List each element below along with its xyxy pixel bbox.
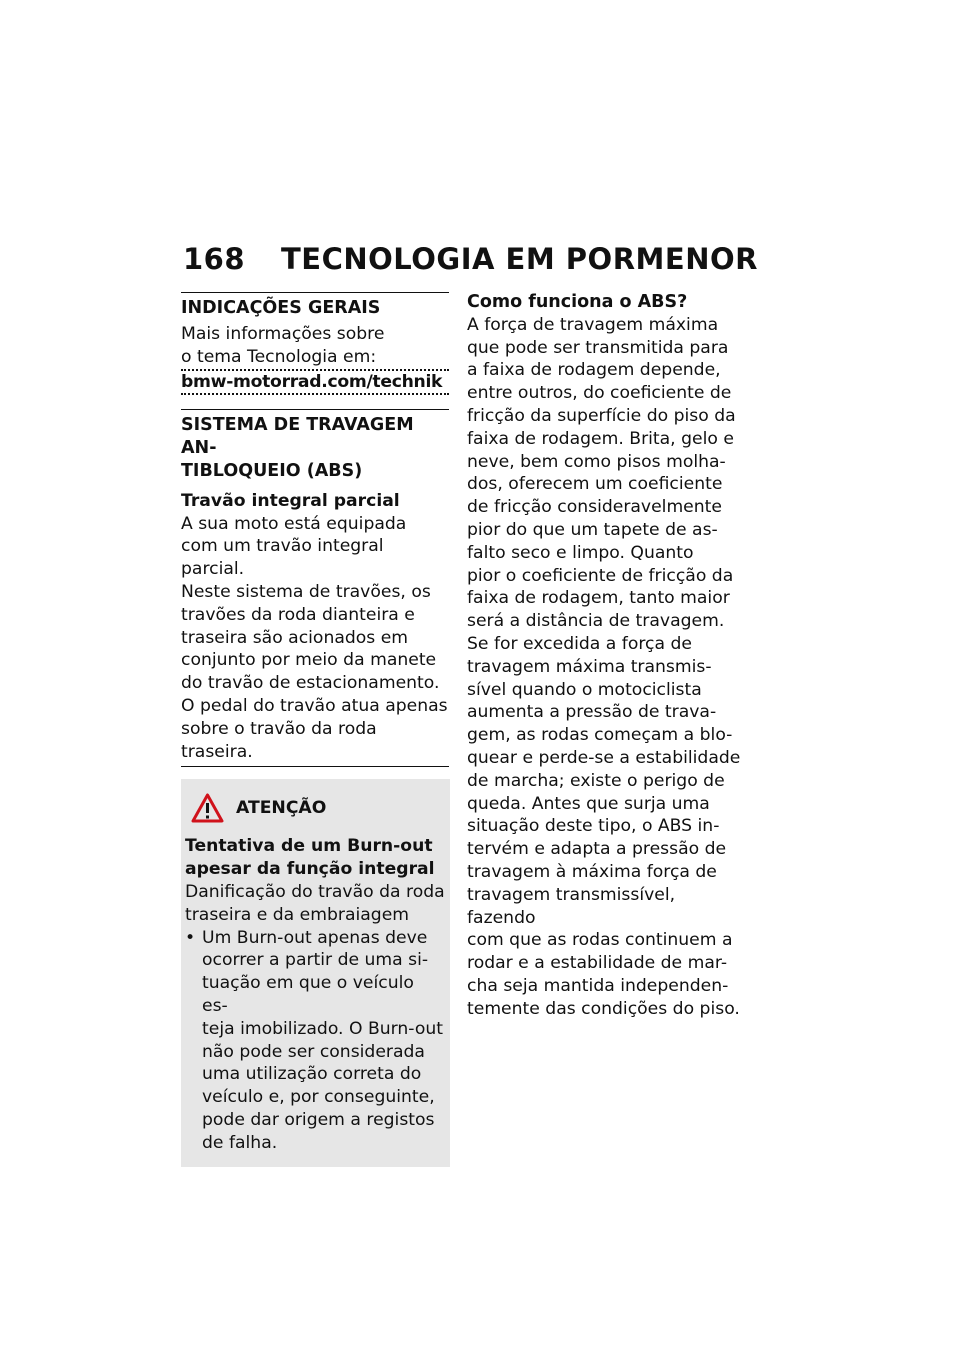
- warning-title: ATENÇÃO: [236, 798, 327, 819]
- integral-brake-text: A sua moto está equipada com um travão integral parcial. Neste sistema de travões, os travões da roda dianteira e traseira são acionados em conjunto por meio da manete do travão de estacionamento. O pedal do travão atua apenas sobre o travão da roda traseira.: [181, 513, 449, 768]
- warning-header: [185, 793, 445, 823]
- warning-box: [181, 779, 450, 1166]
- general-section-title: INDICAÇÕES GERAIS: [181, 292, 449, 320]
- technik-link[interactable]: bmw-motorrad.com/technik: [181, 369, 449, 395]
- abs-how-title: Como funciona o ABS?: [467, 292, 688, 312]
- page-header: [183, 242, 758, 276]
- warning-bullet-text: Um Burn-out apenas deve ocorrer a partir de uma si- tuação em que o veículo es- teja imobilizado. O Burn-out não pode ser considerada uma utilização correta do veículo e, por conseguinte, pode dar origem a registos de falha.: [202, 927, 443, 1153]
- left-column: [181, 292, 449, 1167]
- page-number: 168: [183, 242, 246, 276]
- warning-triangle-icon: [191, 793, 224, 823]
- abs-how-text: A força de travagem máxima que pode ser transmitida para a faixa de rodagem depende, entre outros, do coeficiente de fricção da superfície do piso da faixa de rodagem. Brita, gelo e neve, bem como pisos molha- dos, oferecem um coeficiente de fricção consideravelmente pior do que um tapete de as- falto seco e limpo. Quanto pior o coeficiente de fricção da faixa de rodagem, tanto maior será a distância de travagem. Se for excedida a força de travagem máxima transmis- sível quando o motociclista aumenta a pressão de trava- gem, as rodas começam a blo- quear e perde-se a estabilidade de marcha; existe o perigo de queda. Antes que surja uma situação deste tipo, o ABS in- tervém e adapta a pressão de travagem à máxima força de travagem transmissível, fazendo com que as rodas continuem a rodar e a estabilidade de mar- cha seja mantida independen- temente das condições do piso.: [467, 314, 741, 1019]
- warning-cause: Tentativa de um Burn-out apesar da função integral: [185, 836, 435, 880]
- warning-consequence: Danificação do travão da roda traseira e da embraiagem: [185, 881, 445, 925]
- general-text: Mais informações sobre o tema Tecnologia em:: [181, 323, 385, 367]
- page-title: TECNOLOGIA EM PORMENOR: [281, 242, 758, 276]
- bullet-dot: •: [185, 927, 196, 948]
- warning-bullet: [185, 927, 445, 1155]
- right-column: [467, 292, 743, 1021]
- integral-brake-subtitle: Travão integral parcial: [181, 490, 400, 511]
- abs-section-title: SISTEMA DE TRAVAGEM AN- TIBLOQUEIO (ABS): [181, 409, 449, 482]
